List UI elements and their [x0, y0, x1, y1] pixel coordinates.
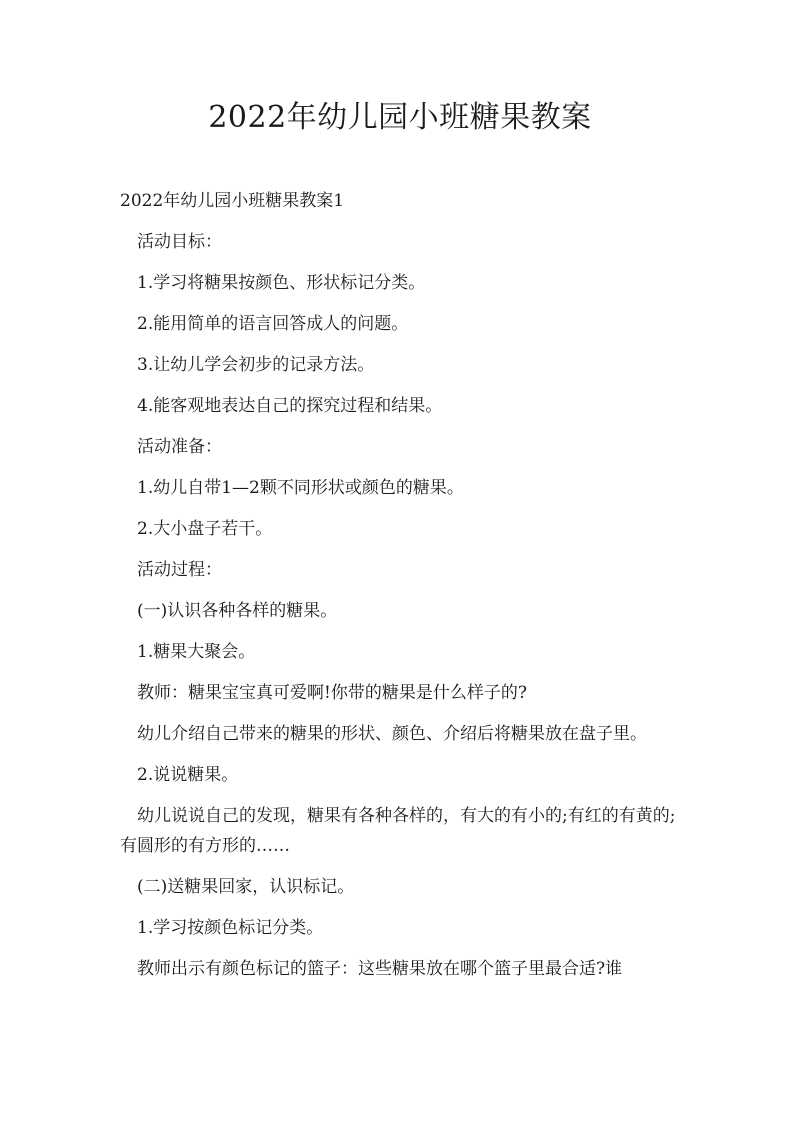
section-heading: 2022年幼儿园小班糖果教案1	[120, 191, 345, 211]
paragraph: 教师出示有颜色标记的篮子：这些糖果放在哪个篮子里最合适?谁	[137, 959, 623, 979]
paragraph: 1.学习按颜色标记分类。	[137, 918, 324, 938]
paragraph-process-heading: 活动过程：	[137, 560, 222, 580]
paragraph: (一)认识各种各样的糖果。	[137, 601, 338, 621]
paragraph: 4.能客观地表达自己的探究过程和结果。	[137, 396, 443, 416]
paragraph: 教师：糖果宝宝真可爱啊!你带的糖果是什么样子的?	[137, 683, 527, 703]
paragraph: 2.大小盘子若干。	[137, 519, 273, 539]
paragraph: 1.幼儿自带1—2颗不同形状或颜色的糖果。	[137, 478, 464, 498]
paragraph-goals-heading: 活动目标：	[137, 232, 222, 252]
paragraph: 1.学习将糖果按颜色、形状标记分类。	[137, 273, 426, 293]
paragraph-preparation-heading: 活动准备：	[137, 437, 222, 457]
paragraph: 3.让幼儿学会初步的记录方法。	[137, 355, 375, 375]
paragraph: 幼儿介绍自己带来的糖果的形状、颜色、介绍后将糖果放在盘子里。	[137, 724, 647, 744]
paragraph: 2.能用简单的语言回答成人的问题。	[137, 314, 409, 334]
paragraph: 2.说说糖果。	[137, 765, 239, 785]
paragraph: 1.糖果大聚会。	[137, 642, 256, 662]
document-title: 2022年幼儿园小班糖果教案	[208, 100, 592, 135]
paragraph: (二)送糖果回家，认识标记。	[137, 877, 355, 897]
document-body	[120, 186, 685, 995]
paragraph: 幼儿说说自己的发现，糖果有各种各样的，有大的有小的;有红的有黄的;有圆形的有方形的……	[120, 806, 676, 856]
